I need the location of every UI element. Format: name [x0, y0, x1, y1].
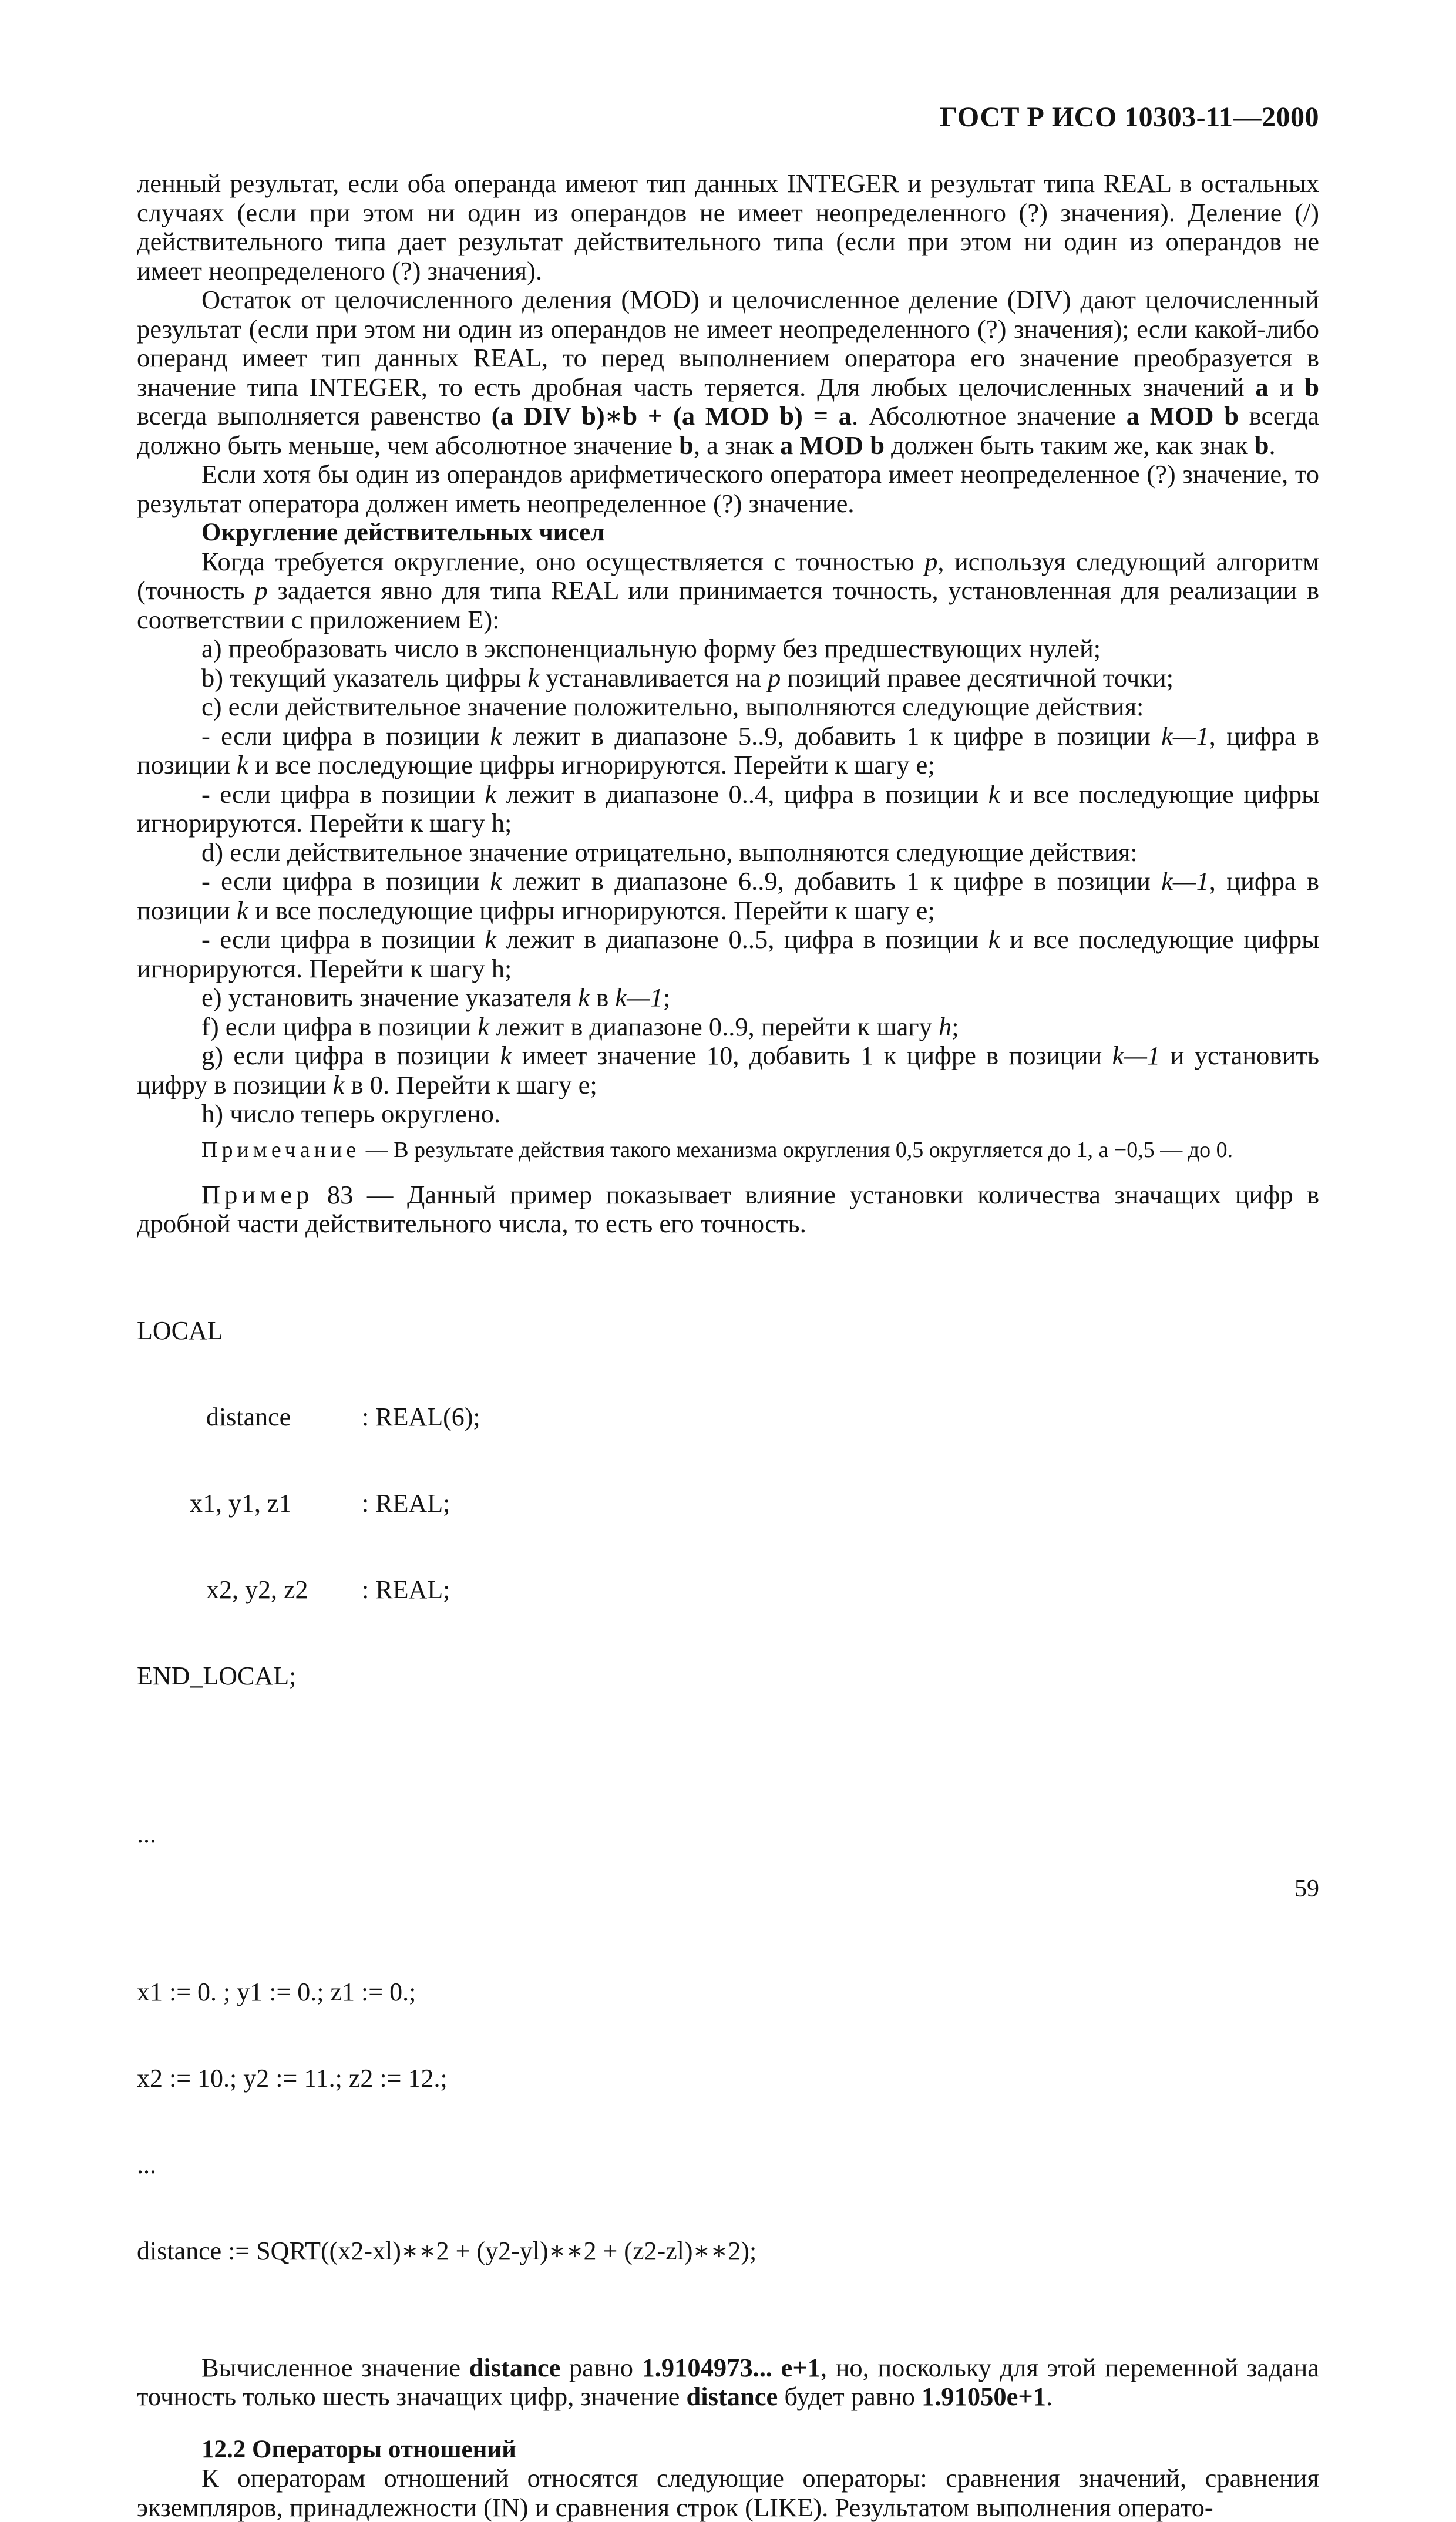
example-83: Пример 83 — Данный пример показывает влияние установки количества значащих цифр в дробной части действительного числа, то есть его точность.: [137, 1179, 1319, 1238]
step-c-1: - если цифра в позиции k лежит в диапазоне 5..9, добавить 1 к цифре в позиции k—1, цифра в позиции k и все последующие цифры игнорируются. Перейти к шагу e;: [137, 721, 1319, 779]
code-line: distance := SQRT((x2-xl)∗∗2 + (y2-yl)∗∗2 + (z2-zl)∗∗2);: [137, 2236, 757, 2265]
code-line: x2 := 10.; y2 := 11.; z2 := 12.;: [137, 2063, 448, 2093]
code-ellipsis: ...: [137, 1819, 156, 1848]
step-d-1: - если цифра в позиции k лежит в диапазоне 6..9, добавить 1 к цифре в позиции k—1, цифра в позиции k и все последующие цифры игнорируются. Перейти к шагу e;: [137, 866, 1319, 925]
code-decl-x2: x2, y2, z2 : REAL;: [206, 1575, 450, 1604]
code-decl-x1: x1, y1, z1 : REAL;: [190, 1488, 450, 1518]
step-a: a) преобразовать число в экспоненциальную форму без предшествующих нулей;: [201, 634, 1101, 663]
step-e: e) установить значение указателя k в k—1;: [201, 983, 671, 1012]
mod-div-formula: (a DIV b)∗b + (a MOD b) = a: [491, 401, 852, 431]
step-c-2: - если цифра в позиции k лежит в диапазоне 0..4, цифра в позиции k и все последующие цифры игнорируются. Перейти к шагу h;: [137, 779, 1320, 838]
document-header: ГОСТ Р ИСО 10303-11—2000: [940, 102, 1319, 133]
note-label: Примечание: [201, 1137, 361, 1162]
step-g: g) если цифра в позиции k имеет значение 10, добавить 1 к цифре в позиции k—1 и установить цифру в позиции k в 0. Перейти к шагу e;: [137, 1041, 1319, 1099]
subheading-rounding: Округление действительных чисел: [201, 519, 605, 546]
example-label: Пример: [201, 1179, 314, 1209]
document-body: [137, 169, 1319, 2522]
note: Примечание — В результате действия такого механизма округления 0,5 округляется до 1, а −0,5 — до 0.: [201, 1137, 1233, 1162]
paragraph-division-result: ленный результат, если оба операнда имеют тип данных INTEGER и результат типа REAL в остальных случаях (если при этом ни один из операндов не имеет неопределенного (?) значения). Деление (/) действительного типа дает результат действительного типа (если при этом ни один из операндов не имеет неопределеного (?) значения).: [137, 169, 1319, 285]
paragraph-relational-operators: К операторам отношений относятся следующие операторы: сравнения значений, сравнения экземпляров, принадлежности (IN) и сравнения строк (LIKE). Результатом выполнения операто-: [137, 2463, 1319, 2522]
section-heading-12-2: 12.2 Операторы отношений: [201, 2435, 516, 2463]
step-f: f) если цифра в позиции k лежит в диапазоне 0..9, перейти к шагу h;: [201, 1011, 959, 1041]
step-h: h) число теперь округлено.: [201, 1099, 501, 1128]
step-c: c) если действительное значение положительно, выполняются следующие действия:: [201, 692, 1144, 721]
code-decl-distance: distance : REAL(6);: [206, 1402, 480, 1431]
page-number: 59: [1294, 1875, 1319, 1902]
code-block: [137, 1259, 1319, 2323]
step-d: d) если действительное значение отрицательно, выполняются следующие действия:: [201, 837, 1138, 867]
paragraph-rounding-intro: Когда требуется округление, оно осуществляется с точностью p, используя следующий алгоритм (точность p задается явно для типа REAL или принимается точность, установленная для реализации в соответствии с приложением E):: [137, 546, 1319, 634]
code-local: LOCAL: [137, 1316, 223, 1345]
paragraph-mod-div: Остаток от целочисленного деления (MOD) и целочисленное деление (DIV) дают целочисленный результат (если при этом ни один из операндов не имеет неопределенного (?) значения); если какой-либо операнд имеет тип данных REAL, то перед выполнением оператора его значение преобразуется в значение типа INTEGER, то есть дробная часть теряется. Для любых целочисленных значений a и b всегда выполняется равенство (a DIV b)∗b + (a MOD b) = a. Абсолютное значение a MOD b всегда должно быть меньше, чем абсолютное значение b, а знак a MOD b должен быть таким же, как знак b.: [137, 285, 1319, 460]
code-line: x1 := 0. ; y1 := 0.; z1 := 0.;: [137, 1977, 416, 2006]
step-b: b) текущий указатель цифры k устанавливается на p позиций правее десятичной точки;: [201, 663, 1174, 692]
paragraph-undefined-operand: Если хотя бы один из операндов арифметического оператора имеет неопределенное (?) значение, то результат оператора должен иметь неопределенное (?) значение.: [137, 459, 1319, 518]
code-ellipsis: ...: [137, 2150, 156, 2179]
paragraph-result: Вычисленное значение distance равно 1.9104973... e+1, но, поскольку для этой переменной задана точность только шесть значащих цифр, значение distance будет равно 1.91050e+1.: [137, 2352, 1320, 2411]
code-end-local: END_LOCAL;: [137, 1661, 297, 1690]
step-d-2: - если цифра в позиции k лежит в диапазоне 0..5, цифра в позиции k и все последующие цифры игнорируются. Перейти к шагу h;: [137, 924, 1320, 983]
